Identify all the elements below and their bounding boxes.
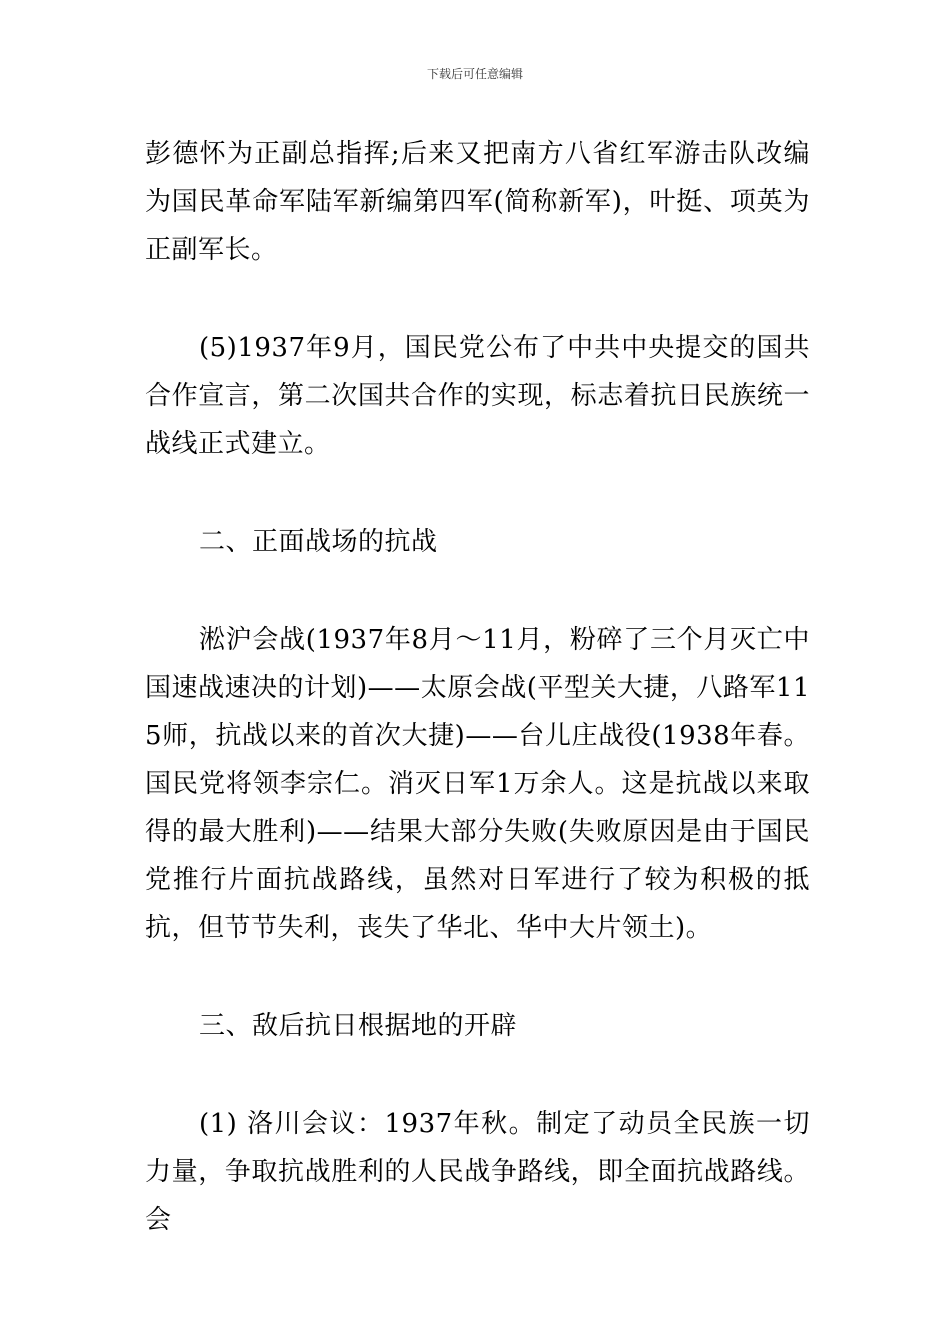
section-heading-3: 三、敌后抗日根据地的开辟 (199, 1011, 518, 1041)
document-body (145, 130, 810, 1244)
paragraph-gap (145, 274, 810, 324)
paragraph-item-1: (1) 洛川会议：1937年秋。制定了动员全民族一切力量，争取抗战胜利的人民战争路线，即全面抗战路线。会 (145, 1109, 810, 1235)
paragraph-item-5: (5)1937年9月，国民党公布了中共中央提交的国共合作宣言，第二次国共合作的实现，标志着抗日民族统一战线正式建立。 (145, 333, 810, 459)
section-heading-2: 二、正面战场的抗战 (199, 527, 438, 557)
paragraph-battles: 淞沪会战(1937年8月～11月，粉碎了三个月灭亡中国速战速决的计划)——太原会战(平型关大捷，八路军115师，抗战以来的首次大捷)——台儿庄战役(1938年春。国民党将领李宗仁。消灭日军1万余人。这是抗战以来取得的最大胜利)——结果大部分失败(失败原因是由于国民党推行片面抗战路线，虽然对日军进行了较为积极的抵抗，但节节失利，丧失了华北、华中大片领土)。 (145, 625, 810, 943)
paragraph-continuation: 彭德怀为正副总指挥;后来又把南方八省红军游击队改编为国民革命军陆军新编第四军(简称新军)，叶挺、项英为正副军长。 (145, 139, 810, 265)
paragraph-gap (145, 952, 810, 1002)
paragraph-gap (145, 468, 810, 518)
paragraph-gap (145, 566, 810, 616)
paragraph-gap (145, 1050, 810, 1100)
page-header: 下载后可任意编辑 (426, 67, 523, 81)
